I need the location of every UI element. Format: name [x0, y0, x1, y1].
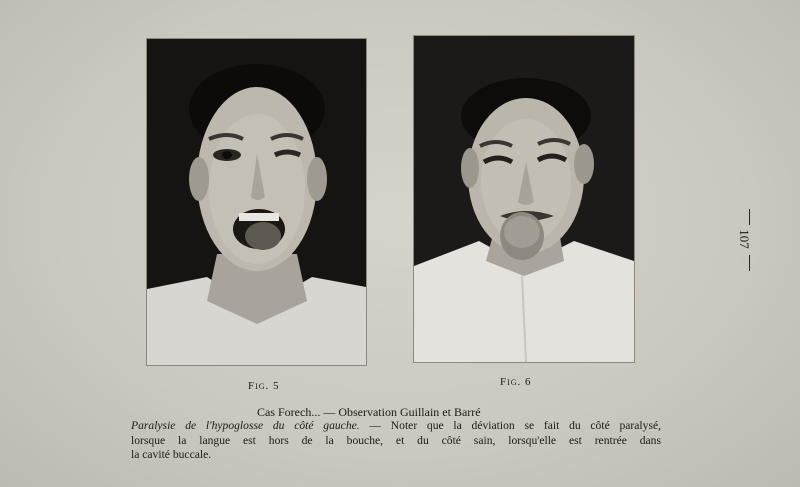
page-number-dash-top — [749, 209, 750, 225]
caption-line-1-rest: — Noter que la déviation se fait du côté paralysé, — [359, 419, 662, 432]
page-number — [736, 205, 760, 271]
caption-body — [131, 419, 661, 463]
caption-title: Cas Forech... — Observation Guillain et Barré — [257, 405, 481, 419]
figure-5-label: Fig. 5 — [248, 380, 280, 392]
portrait-tongue-deviated-image — [414, 36, 634, 362]
page-number-dash-bottom — [749, 255, 750, 271]
figure-5-photograph — [146, 38, 367, 366]
page-number-text: 107 — [736, 229, 752, 249]
figure-6-label: Fig. 6 — [500, 376, 532, 388]
caption-line-1 — [131, 419, 661, 434]
figure-6-photograph — [413, 35, 635, 363]
portrait-tongue-out-image — [147, 39, 366, 365]
caption-lead-italic: Paralysie de l'hypoglosse du côté gauche. — [131, 419, 360, 432]
caption-line-2: lorsque la langue est hors de la bouche, et du côté sain, lorsqu'elle est rentrée dans — [131, 433, 661, 447]
caption-line-3: la cavité buccale. — [131, 448, 212, 461]
